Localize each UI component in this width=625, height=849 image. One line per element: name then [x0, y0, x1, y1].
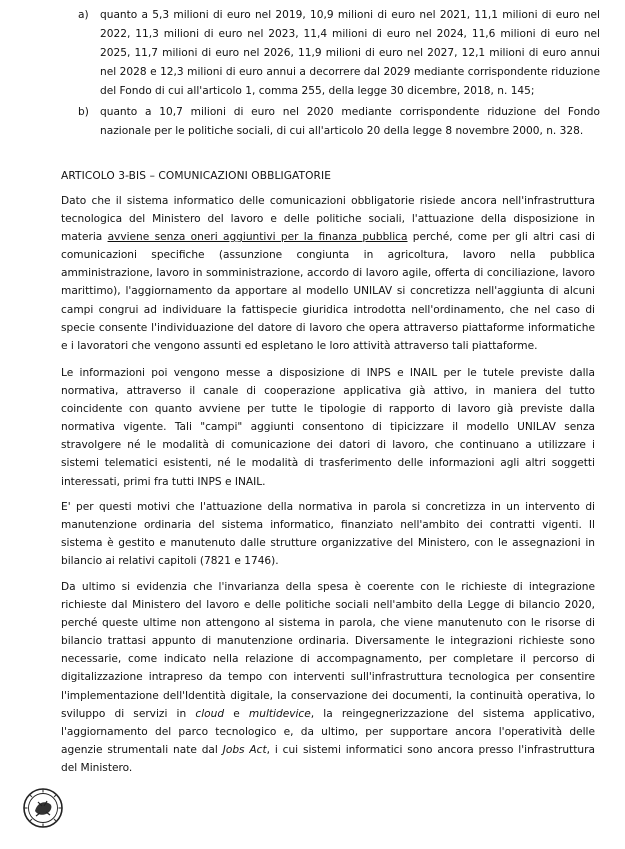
list-item-text: quanto a 5,3 milioni di euro nel 2019, 10,9 milioni di euro nel 2021, 11,1 milioni di euro nel 2022, 11,3 milioni di euro nel 2023, 11,4 milioni di euro nel 2024, 11,6 milioni di euro nel 2025, 11,7 milioni di euro nel 2026, 11,9 milioni di euro nel 2027, 12,1 milioni di euro annui nel 2028 e 12,3 milioni di euro annui a decorrere dal 2029 mediante corrispondente riduzione del Fondo di cui all'articolo 1, comma 255, della legge 30 dicembre, 2018, n. 145;	[100, 9, 600, 97]
paragraph-4-italic-multidevice: multidevice	[248, 707, 311, 720]
paragraph-1-underlined: avviene senza oneri aggiuntivi per la finanza pubblica	[107, 231, 408, 244]
list-marker: a)	[78, 9, 89, 21]
paragraph-2	[61, 364, 595, 491]
paragraph-4-text-b: e	[224, 707, 249, 720]
list-item	[60, 103, 600, 141]
paragraph-4-text-c: , la reingegnerizzazione del sistema applicativo, l'aggiornamento del parco tecnologico e, da ultimo, per supportare ancora l'operatività delle agenzie strumentali nate dal	[61, 707, 595, 756]
paragraph-3-text: E' per questi motivi che l'attuazione della normativa in parola si concretizza in un intervento di manutenzione ordinaria del sistema informatico, finanziato nell'ambito dei contratti vigenti. Il sistema è gestito e manutenuto dalle strutture organizzative del Ministero, con le assegnazioni in bilancio ai relativi capitoli (7821 e 1746).	[61, 501, 595, 568]
funding-list	[60, 6, 600, 143]
paragraph-4-italic-cloud: cloud	[195, 707, 225, 720]
paragraph-4-text-a: Da ultimo si evidenzia che l'invarianza della spesa è coerente con le richieste di integrazione richieste dal Ministero del lavoro e delle politiche sociali nell'ambito della Legge di bilancio 2020, perché queste ultime non attengono al sistema in parola, che viene manutenuto con le risorse di bilancio trattasi appunto di manutenzione ordinaria. Diversamente le integrazioni richieste sono necessarie, come indicato nella relazione di accompagnamento, per completare il percorso di digitalizzazione intrapreso da tempo con interventi sull'infrastruttura tecnologica per consentire l'implementazione dell'Identità digitale, la conservazione dei documenti, la continuità operativa, lo sviluppo di servizi in	[61, 581, 595, 720]
list-item	[60, 6, 600, 101]
paragraph-4	[61, 578, 595, 777]
paragraph-2-text: Le informazioni poi vengono messe a disposizione di INPS e INAIL per le tutele previste dalla normativa, attraverso il canale di cooperazione applicativa già attivo, in maniera del tutto coincidente con quanto avviene per tutte le tipologie di rapporto di lavoro già previste dalla normativa vigente. Tali "campi" aggiunti consentono di tipicizzare il modello UNILAV senza stravolgere né le modalità di comunicazione dei datori di lavoro, che continuano a utilizzare i sistemi telematici esistenti, né le modalità di trasferimento delle informazioni agli altri soggetti interessati, primi fra tutti INPS e INAIL.	[61, 367, 595, 488]
list-item-text: quanto a 10,7 milioni di euro nel 2020 mediante corrispondente riduzione del Fondo nazionale per le politiche sociali, di cui all'articolo 20 della legge 8 novembre 2000, n. 328.	[100, 106, 600, 137]
list-marker: b)	[78, 106, 89, 118]
paragraph-4-italic-jobs-act: Jobs Act	[222, 743, 267, 756]
paragraph-4-text-d: , i cui sistemi informatici sono ancora presso l'infrastruttura del Ministero.	[61, 743, 595, 774]
paragraph-3	[61, 498, 595, 570]
paragraph-1-text-b: perché, come per gli altri casi di comunicazioni specifiche (assunzione congiunta in agricoltura, lavoro nella pubblica amministrazione, lavoro in somministrazione, accordo di lavoro agile, offerta di conciliazione, lavoro marittimo), l'aggiornamento da apportare al modello UNILAV si concretizza nell'aggiunta di alcuni campi congrui ad individuare la fattispecie giuridica introdotta nell'ordinamento, che nel caso di specie consente l'individuazione del datore di lavoro che opera attraverso piattaforme informatiche e i lavoratori che vengono assunti ed espletano le loro attività attraverso tali piattaforme.	[61, 231, 595, 352]
article-heading: ARTICOLO 3-BIS – COMUNICAZIONI OBBLIGATORIE	[61, 170, 332, 182]
paragraph-1	[61, 192, 595, 355]
official-seal-icon	[22, 787, 64, 829]
paragraph-1-text-a: Dato che il sistema informatico delle comunicazioni obbligatorie risiede ancora nell'infrastruttura tecnologica del Ministero del lavoro e delle politiche sociali, l'attuazione della disposizione in materia	[61, 195, 595, 244]
